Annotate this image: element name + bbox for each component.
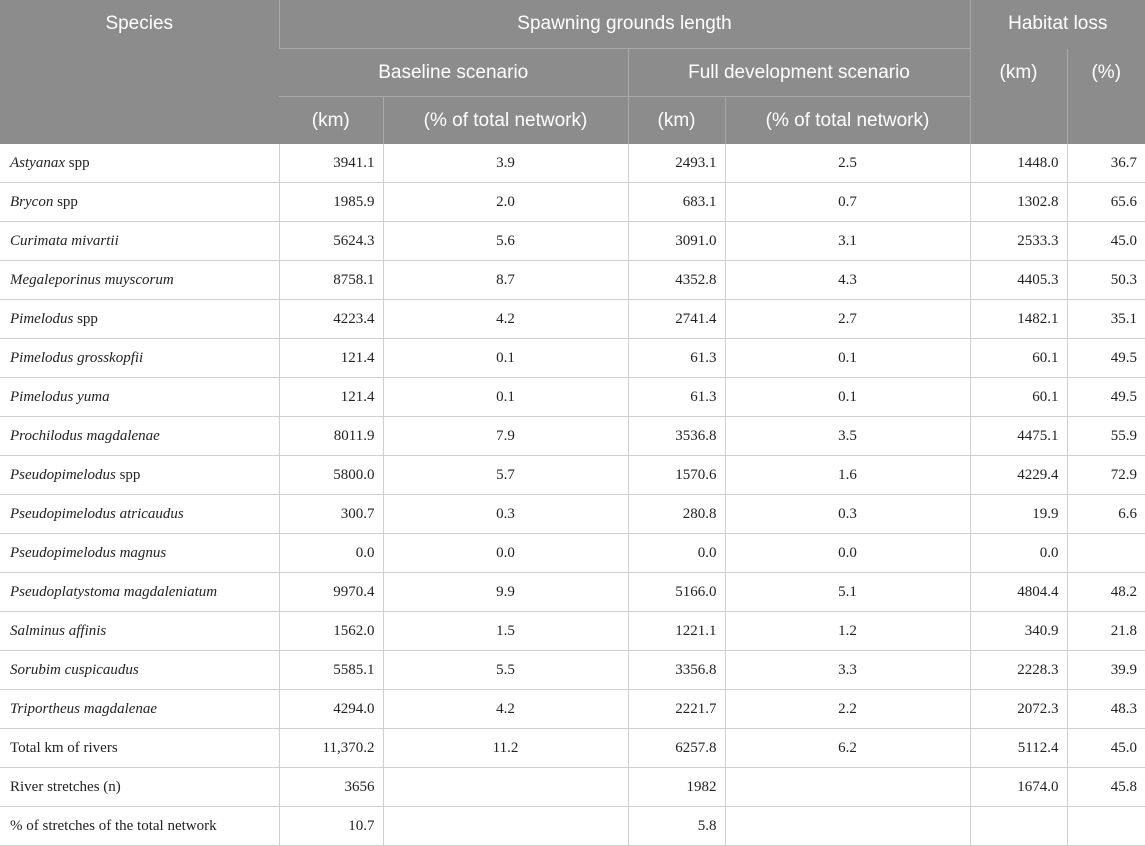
- baseline-km-cell: 5585.1: [279, 651, 383, 690]
- full-km-cell: 5166.0: [628, 573, 725, 612]
- loss-pct-cell: 39.9: [1067, 651, 1145, 690]
- baseline-pct-cell: 4.2: [383, 690, 628, 729]
- table-body: [0, 144, 1145, 846]
- baseline-km-cell: 300.7: [279, 495, 383, 534]
- species-cell: [0, 690, 279, 729]
- species-cell: [0, 183, 279, 222]
- loss-pct-cell: 48.2: [1067, 573, 1145, 612]
- species-cell: [0, 144, 279, 183]
- baseline-km-cell: 11,370.2: [279, 729, 383, 768]
- full-km-cell: 1982: [628, 768, 725, 807]
- loss-km-cell: 19.9: [970, 495, 1067, 534]
- loss-km-header: (km): [970, 49, 1067, 145]
- full-pct-cell: 2.5: [725, 144, 970, 183]
- loss-pct-header: (%): [1067, 49, 1145, 145]
- species-name: Pseudoplatystoma magdaleniatum: [10, 583, 218, 600]
- loss-pct-cell: 36.7: [1067, 144, 1145, 183]
- loss-km-cell: 340.9: [970, 612, 1067, 651]
- habitat-loss-header: Habitat loss: [970, 0, 1145, 49]
- full-km-cell: 3536.8: [628, 417, 725, 456]
- baseline-scenario-header: Baseline scenario: [279, 49, 628, 97]
- baseline-km-cell: 5800.0: [279, 456, 383, 495]
- summary-row: [0, 807, 1145, 846]
- full-km-header: (km): [628, 97, 725, 145]
- baseline-pct-cell: 3.9: [383, 144, 628, 183]
- loss-pct-cell: 72.9: [1067, 456, 1145, 495]
- loss-pct-cell: 50.3: [1067, 261, 1145, 300]
- table-row: [0, 300, 1145, 339]
- full-pct-cell: 3.3: [725, 651, 970, 690]
- baseline-pct-cell: 1.5: [383, 612, 628, 651]
- baseline-km-cell: 5624.3: [279, 222, 383, 261]
- species-cell: [0, 495, 279, 534]
- baseline-km-cell: 4294.0: [279, 690, 383, 729]
- full-km-cell: 4352.8: [628, 261, 725, 300]
- full-km-cell: 683.1: [628, 183, 725, 222]
- table-row: [0, 339, 1145, 378]
- species-name: Curimata mivartii: [10, 232, 119, 249]
- table-row: [0, 651, 1145, 690]
- baseline-km-cell: 9970.4: [279, 573, 383, 612]
- full-pct-cell: 2.7: [725, 300, 970, 339]
- table-row: [0, 612, 1145, 651]
- baseline-pct-cell: 5.6: [383, 222, 628, 261]
- species-name: Pimelodus: [10, 310, 74, 327]
- full-km-cell: 61.3: [628, 378, 725, 417]
- full-km-cell: 3356.8: [628, 651, 725, 690]
- table-row: [0, 690, 1145, 729]
- baseline-pct-cell: 11.2: [383, 729, 628, 768]
- full-pct-cell: 3.1: [725, 222, 970, 261]
- baseline-pct-cell: 0.3: [383, 495, 628, 534]
- full-km-cell: 5.8: [628, 807, 725, 846]
- table-row: [0, 495, 1145, 534]
- full-km-cell: 2741.4: [628, 300, 725, 339]
- loss-km-cell: 4229.4: [970, 456, 1067, 495]
- loss-km-cell: 2228.3: [970, 651, 1067, 690]
- species-name: Sorubim cuspicaudus: [10, 661, 139, 678]
- loss-km-cell: 1674.0: [970, 768, 1067, 807]
- full-development-header: Full development scenario: [628, 49, 970, 97]
- loss-km-cell: 2533.3: [970, 222, 1067, 261]
- species-name: Pimelodus grosskopfii: [10, 349, 144, 366]
- baseline-pct-cell: [383, 807, 628, 846]
- baseline-km-header: (km): [279, 97, 383, 145]
- table-row: [0, 573, 1145, 612]
- species-name: Salminus affinis: [10, 622, 107, 639]
- full-km-cell: 3091.0: [628, 222, 725, 261]
- spawning-grounds-header: Spawning grounds length: [279, 0, 970, 49]
- loss-pct-cell: 49.5: [1067, 339, 1145, 378]
- loss-pct-cell: [1067, 534, 1145, 573]
- table-row: [0, 144, 1145, 183]
- loss-km-cell: [970, 807, 1067, 846]
- table-row: [0, 534, 1145, 573]
- full-pct-cell: 5.1: [725, 573, 970, 612]
- baseline-pct-cell: 2.0: [383, 183, 628, 222]
- full-km-cell: 1570.6: [628, 456, 725, 495]
- loss-km-cell: 4804.4: [970, 573, 1067, 612]
- species-cell: [0, 339, 279, 378]
- baseline-pct-cell: [383, 768, 628, 807]
- species-cell: [0, 612, 279, 651]
- summary-label: Total km of rivers: [0, 729, 279, 768]
- full-pct-cell: 0.0: [725, 534, 970, 573]
- species-cell: [0, 378, 279, 417]
- full-pct-cell: 0.3: [725, 495, 970, 534]
- table-row: [0, 378, 1145, 417]
- full-km-cell: 2221.7: [628, 690, 725, 729]
- baseline-pct-cell: 5.7: [383, 456, 628, 495]
- loss-km-cell: 1448.0: [970, 144, 1067, 183]
- loss-pct-cell: 6.6: [1067, 495, 1145, 534]
- loss-pct-cell: 45.8: [1067, 768, 1145, 807]
- baseline-pct-cell: 5.5: [383, 651, 628, 690]
- species-cell: [0, 573, 279, 612]
- baseline-pct-cell: 4.2: [383, 300, 628, 339]
- full-pct-cell: 0.1: [725, 339, 970, 378]
- loss-km-cell: 4475.1: [970, 417, 1067, 456]
- summary-row: [0, 729, 1145, 768]
- species-cell: [0, 300, 279, 339]
- baseline-km-cell: 1985.9: [279, 183, 383, 222]
- full-pct-cell: [725, 768, 970, 807]
- species-cell: [0, 222, 279, 261]
- species-name: Pseudopimelodus: [10, 466, 116, 483]
- table-row: [0, 456, 1145, 495]
- species-suffix: spp: [53, 193, 78, 210]
- full-km-cell: 6257.8: [628, 729, 725, 768]
- summary-label: River stretches (n): [0, 768, 279, 807]
- species-name: Brycon: [10, 193, 54, 210]
- full-km-cell: 2493.1: [628, 144, 725, 183]
- baseline-pct-header: (% of total network): [383, 97, 628, 145]
- loss-km-cell: 2072.3: [970, 690, 1067, 729]
- full-pct-header: (% of total network): [725, 97, 970, 145]
- baseline-km-cell: 8758.1: [279, 261, 383, 300]
- loss-km-cell: 1482.1: [970, 300, 1067, 339]
- baseline-pct-cell: 9.9: [383, 573, 628, 612]
- baseline-pct-cell: 0.1: [383, 339, 628, 378]
- loss-pct-cell: 45.0: [1067, 729, 1145, 768]
- full-pct-cell: 1.2: [725, 612, 970, 651]
- full-pct-cell: 6.2: [725, 729, 970, 768]
- species-header: Species: [0, 0, 279, 144]
- species-name: Astyanax: [10, 154, 65, 171]
- baseline-pct-cell: 0.0: [383, 534, 628, 573]
- baseline-pct-cell: 8.7: [383, 261, 628, 300]
- loss-km-cell: 60.1: [970, 378, 1067, 417]
- summary-label: % of stretches of the total network: [0, 807, 279, 846]
- full-km-cell: 1221.1: [628, 612, 725, 651]
- baseline-km-cell: 8011.9: [279, 417, 383, 456]
- table-row: [0, 183, 1145, 222]
- baseline-km-cell: 4223.4: [279, 300, 383, 339]
- loss-pct-cell: 65.6: [1067, 183, 1145, 222]
- loss-pct-cell: 48.3: [1067, 690, 1145, 729]
- baseline-km-cell: 0.0: [279, 534, 383, 573]
- full-pct-cell: 4.3: [725, 261, 970, 300]
- loss-km-cell: 60.1: [970, 339, 1067, 378]
- loss-pct-cell: [1067, 807, 1145, 846]
- species-name: Pseudopimelodus magnus: [10, 544, 167, 561]
- loss-km-cell: 1302.8: [970, 183, 1067, 222]
- full-pct-cell: 0.7: [725, 183, 970, 222]
- loss-pct-cell: 35.1: [1067, 300, 1145, 339]
- table-row: [0, 417, 1145, 456]
- loss-pct-cell: 55.9: [1067, 417, 1145, 456]
- full-pct-cell: 0.1: [725, 378, 970, 417]
- baseline-km-cell: 121.4: [279, 378, 383, 417]
- species-cell: [0, 417, 279, 456]
- full-pct-cell: 2.2: [725, 690, 970, 729]
- baseline-km-cell: 3656: [279, 768, 383, 807]
- full-pct-cell: 1.6: [725, 456, 970, 495]
- species-name: Triportheus magdalenae: [10, 700, 158, 717]
- summary-row: [0, 768, 1145, 807]
- species-cell: [0, 261, 279, 300]
- species-name: Prochilodus magdalenae: [10, 427, 160, 444]
- species-suffix: spp: [73, 310, 98, 327]
- baseline-km-cell: 3941.1: [279, 144, 383, 183]
- species-name: Pimelodus yuma: [10, 388, 110, 405]
- species-suffix: spp: [115, 466, 141, 483]
- species-cell: [0, 534, 279, 573]
- table-header: [0, 0, 1145, 144]
- species-name: Pseudopimelodus atricaudus: [10, 505, 184, 522]
- full-km-cell: 61.3: [628, 339, 725, 378]
- full-pct-cell: [725, 807, 970, 846]
- loss-pct-cell: 49.5: [1067, 378, 1145, 417]
- species-name: Megaleporinus muyscorum: [10, 271, 174, 288]
- species-cell: [0, 651, 279, 690]
- loss-pct-cell: 45.0: [1067, 222, 1145, 261]
- baseline-km-cell: 1562.0: [279, 612, 383, 651]
- species-cell: [0, 456, 279, 495]
- species-suffix: spp: [64, 154, 90, 171]
- full-km-cell: 280.8: [628, 495, 725, 534]
- baseline-km-cell: 121.4: [279, 339, 383, 378]
- table-row: [0, 261, 1145, 300]
- baseline-km-cell: 10.7: [279, 807, 383, 846]
- loss-km-cell: 5112.4: [970, 729, 1067, 768]
- loss-km-cell: 0.0: [970, 534, 1067, 573]
- baseline-pct-cell: 0.1: [383, 378, 628, 417]
- baseline-pct-cell: 7.9: [383, 417, 628, 456]
- loss-km-cell: 4405.3: [970, 261, 1067, 300]
- table-row: [0, 222, 1145, 261]
- full-pct-cell: 3.5: [725, 417, 970, 456]
- loss-pct-cell: 21.8: [1067, 612, 1145, 651]
- full-km-cell: 0.0: [628, 534, 725, 573]
